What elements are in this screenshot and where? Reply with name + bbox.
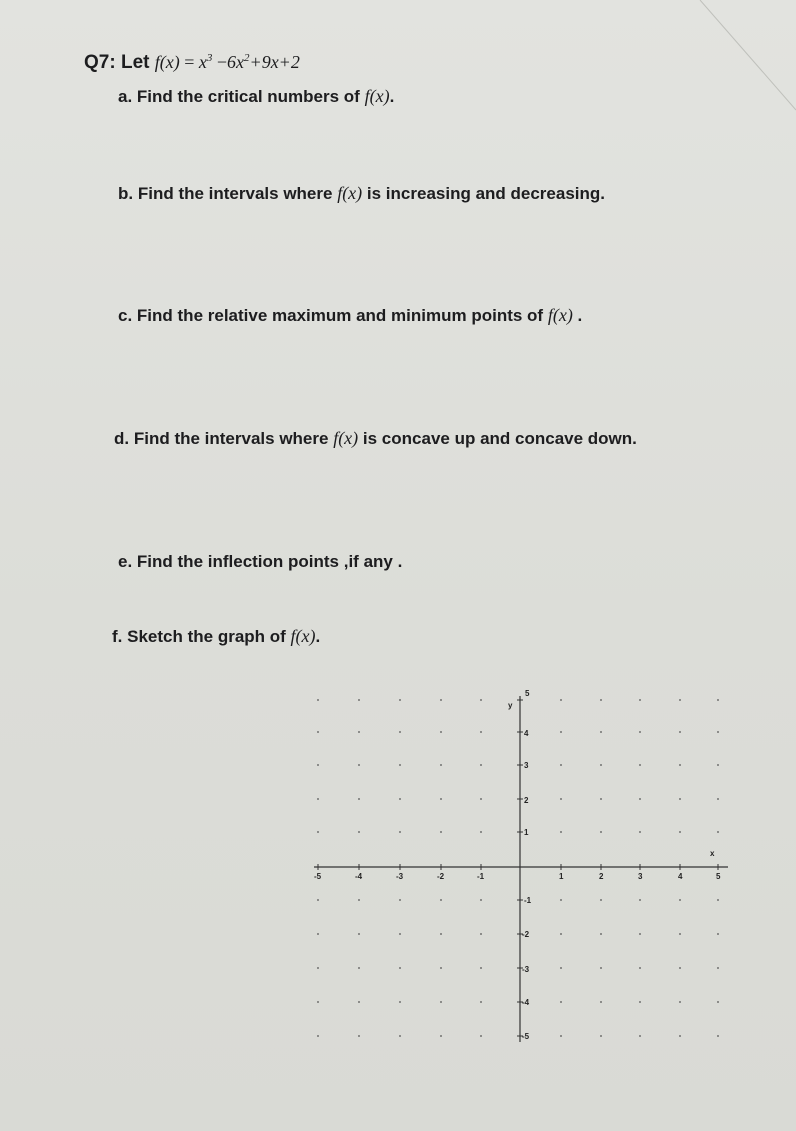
item-b: [118, 183, 605, 204]
grid-dot: [639, 899, 641, 901]
grid-dot: [560, 699, 562, 701]
grid-dot: [560, 899, 562, 901]
grid-dot: [440, 967, 442, 969]
y-tick-label: 4: [524, 729, 529, 738]
grid-dot: [717, 699, 719, 701]
item-a-text: Find the critical numbers of: [136, 87, 360, 106]
grid-dot: [639, 1035, 641, 1037]
x-tick-label: -1: [477, 872, 485, 881]
grid-dot: [440, 899, 442, 901]
term-2-exponent: 2: [244, 52, 250, 64]
grid-dot: [560, 1035, 562, 1037]
grid-dot: [317, 831, 319, 833]
grid-dot: [679, 764, 681, 766]
y-tick-label: -3: [522, 965, 530, 974]
item-e: [118, 552, 402, 572]
grid-dot: [399, 764, 401, 766]
let-word: Let: [120, 52, 150, 73]
grid-dot: [358, 1001, 360, 1003]
grid-dot: [358, 798, 360, 800]
grid-dot: [639, 1001, 641, 1003]
grid-dot: [600, 731, 602, 733]
x-tick-label: 5: [716, 872, 721, 881]
item-c-label: c.: [118, 306, 133, 325]
grid-dot: [358, 764, 360, 766]
grid-dot: [480, 798, 482, 800]
grid-dot: [717, 899, 719, 901]
item-d-tail: is concave up and concave down.: [362, 429, 637, 448]
item-b-text: Find the intervals where: [137, 184, 333, 203]
grid-dot: [717, 1035, 719, 1037]
grid-dot: [317, 1001, 319, 1003]
grid-dot: [480, 699, 482, 701]
grid-dot: [717, 798, 719, 800]
grid-dot: [480, 1001, 482, 1003]
grid-dot: [679, 933, 681, 935]
grid-dot: [560, 933, 562, 935]
grid-dot: [639, 933, 641, 935]
item-a-math: f(x): [364, 86, 390, 106]
y-axis-label: y: [508, 701, 513, 710]
grid-dot: [600, 831, 602, 833]
grid-dot: [358, 831, 360, 833]
x-tick-label: 1: [559, 872, 564, 881]
grid-dot: [317, 1035, 319, 1037]
function-lhs: f(x): [154, 52, 180, 72]
x-tick-label: 4: [678, 872, 683, 881]
item-c-text: Find the relative maximum and minimum points of: [136, 306, 544, 325]
grid-dot: [358, 933, 360, 935]
grid-dot: [440, 764, 442, 766]
grid-dot: [717, 831, 719, 833]
grid-dot: [679, 967, 681, 969]
grid-dot: [440, 699, 442, 701]
grid-dot: [639, 831, 641, 833]
item-d: [114, 428, 637, 449]
grid-dot: [317, 899, 319, 901]
item-c: [118, 305, 582, 326]
x-tick-label: 2: [599, 872, 604, 881]
grid-dot: [600, 699, 602, 701]
y-tick-label: -2: [522, 930, 530, 939]
grid-dot: [399, 1001, 401, 1003]
grid-dot: [600, 967, 602, 969]
grid-dot: [317, 933, 319, 935]
grid-dot: [717, 764, 719, 766]
item-a-label: a.: [118, 87, 133, 106]
grid-dot: [717, 1001, 719, 1003]
grid-dot: [639, 699, 641, 701]
grid-dot: [440, 731, 442, 733]
y-tick-label: 3: [524, 761, 529, 770]
x-tick-label: -5: [314, 872, 322, 881]
grid-dot: [717, 731, 719, 733]
item-b-label: b.: [118, 184, 134, 203]
grid-dot: [679, 798, 681, 800]
grid-dot: [317, 764, 319, 766]
grid-dot: [399, 899, 401, 901]
grid-dot: [679, 831, 681, 833]
grid-dot: [679, 899, 681, 901]
x-tick-label: -2: [437, 872, 445, 881]
x-axis-label: x: [710, 849, 715, 858]
grid-dot: [317, 967, 319, 969]
grid-dot: [560, 764, 562, 766]
grid-dot: [440, 1001, 442, 1003]
item-c-tail: .: [577, 306, 583, 325]
grid-dot: [480, 967, 482, 969]
grid-dot: [399, 699, 401, 701]
grid-dot: [358, 967, 360, 969]
grid-dot: [480, 831, 482, 833]
grid-dot: [358, 1035, 360, 1037]
item-d-math: f(x): [333, 428, 359, 448]
item-a: [118, 86, 394, 107]
term-2-coefficient: 6x: [227, 52, 245, 72]
grid-dot: [358, 731, 360, 733]
question-label: Q7:: [84, 52, 116, 73]
grid-dot: [679, 731, 681, 733]
grid-dot: [717, 967, 719, 969]
grid-dot: [600, 1035, 602, 1037]
grid-dot: [317, 699, 319, 701]
grid-dot: [679, 1035, 681, 1037]
equals-sign: =: [184, 52, 195, 72]
grid-dot: [600, 798, 602, 800]
grid-dot: [440, 933, 442, 935]
grid-dot: [679, 1001, 681, 1003]
item-c-math: f(x): [547, 305, 573, 325]
item-a-tail: .: [389, 87, 395, 106]
grid-dot: [480, 764, 482, 766]
item-f-text: Sketch the graph of: [127, 627, 286, 646]
term-3: +9x+2: [249, 52, 300, 72]
grid-dot: [600, 899, 602, 901]
grid-dot: [600, 764, 602, 766]
item-b-math: f(x): [337, 183, 363, 203]
item-b-tail: is increasing and decreasing.: [366, 184, 605, 203]
question-header: [84, 52, 300, 74]
grid-dot: [560, 831, 562, 833]
item-d-label: d.: [114, 429, 130, 448]
x-tick-label: 3: [638, 872, 643, 881]
item-f-math: f(x): [290, 626, 316, 646]
grid-dot: [399, 798, 401, 800]
grid-dot: [317, 798, 319, 800]
coordinate-grid: [300, 680, 740, 1060]
grid-dot: [639, 731, 641, 733]
grid-dot: [440, 1035, 442, 1037]
grid-dot: [639, 967, 641, 969]
term-1-exponent: 3: [206, 52, 213, 64]
grid-dot: [317, 731, 319, 733]
grid-dot: [600, 933, 602, 935]
x-tick-label: -4: [355, 872, 363, 881]
y-tick-label: 1: [524, 828, 529, 837]
y-tick-label: 2: [524, 796, 529, 805]
function-definition: [155, 52, 300, 72]
grid-dot: [639, 798, 641, 800]
item-e-text: Find the inflection points ,if any .: [136, 552, 403, 571]
grid-dot: [480, 933, 482, 935]
grid-dots: [317, 699, 719, 1037]
x-tick-label: -3: [396, 872, 404, 881]
term-1-base: x: [198, 52, 207, 72]
grid-dot: [560, 798, 562, 800]
grid-dot: [480, 1035, 482, 1037]
item-d-text: Find the intervals where: [133, 429, 329, 448]
grid-dot: [440, 798, 442, 800]
grid-dot: [480, 899, 482, 901]
item-f-label: f.: [112, 627, 123, 646]
grid-dot: [399, 967, 401, 969]
y-tick-label: -1: [524, 896, 532, 905]
item-f: [112, 626, 320, 647]
grid-dot: [399, 1035, 401, 1037]
grid-dot: [679, 699, 681, 701]
term-2-operator: −: [216, 52, 228, 72]
grid-dot: [560, 1001, 562, 1003]
grid-dot: [399, 731, 401, 733]
y-tick-label: -5: [522, 1032, 530, 1041]
y-top-label: 5: [525, 689, 530, 698]
grid-dot: [717, 933, 719, 935]
grid-dot: [560, 967, 562, 969]
grid-dot: [600, 1001, 602, 1003]
grid-dot: [440, 831, 442, 833]
grid-dot: [358, 699, 360, 701]
y-tick-label: -4: [522, 998, 530, 1007]
grid-dot: [639, 764, 641, 766]
grid-dot: [358, 899, 360, 901]
grid-dot: [480, 731, 482, 733]
grid-dot: [399, 933, 401, 935]
grid-dot: [560, 731, 562, 733]
item-e-label: e.: [118, 552, 133, 571]
item-f-tail: .: [315, 627, 321, 646]
grid-dot: [399, 831, 401, 833]
